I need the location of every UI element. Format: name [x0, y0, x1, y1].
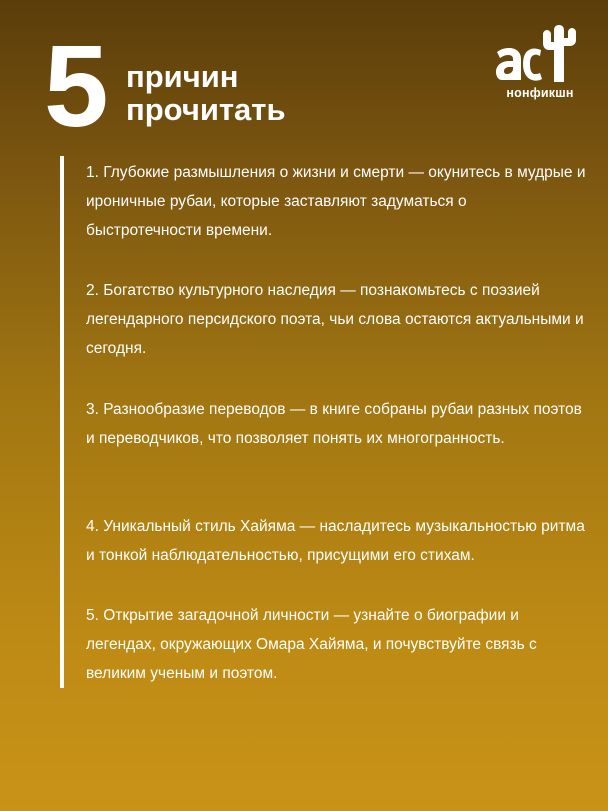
- big-number: 5: [44, 21, 107, 151]
- reason-item-5: 5. Открытие загадочной личности — узнайте о биографии и легендах, окружающих Омара Хайяма, и почувствуйте связь с великим ученым и поэтом.: [86, 607, 537, 682]
- title-line-2: прочитать: [126, 92, 286, 127]
- title: [126, 60, 286, 126]
- logo-subtitle: нонфикшн: [506, 86, 574, 100]
- header: [0, 0, 608, 150]
- reason-item-4: 4. Уникальный стиль Хайяма — насладитесь музыкальностью ритма и тонкой наблюдательностью, присущими его стихам.: [86, 518, 585, 564]
- vertical-divider: [60, 156, 64, 688]
- title-line-1: причин: [126, 59, 239, 94]
- reason-item-3: 3. Разнообразие переводов — в книге собраны рубаи разных поэтов и переводчиков, что позволяет понять их многогранность.: [86, 401, 582, 447]
- cactus-icon: [494, 24, 586, 86]
- reason-item-2: 2. Богатство культурного наследия — познакомьтесь с поэзией легендарного персидского поэта, чьи слова остаются актуальными и сегодня.: [86, 282, 584, 357]
- publisher-logo: [494, 24, 586, 104]
- reason-item-1: 1. Глубокие размышления о жизни и смерти — окунитесь в мудрые и ироничные рубаи, которые заставляют задуматься о быстротечности времени.: [86, 164, 586, 239]
